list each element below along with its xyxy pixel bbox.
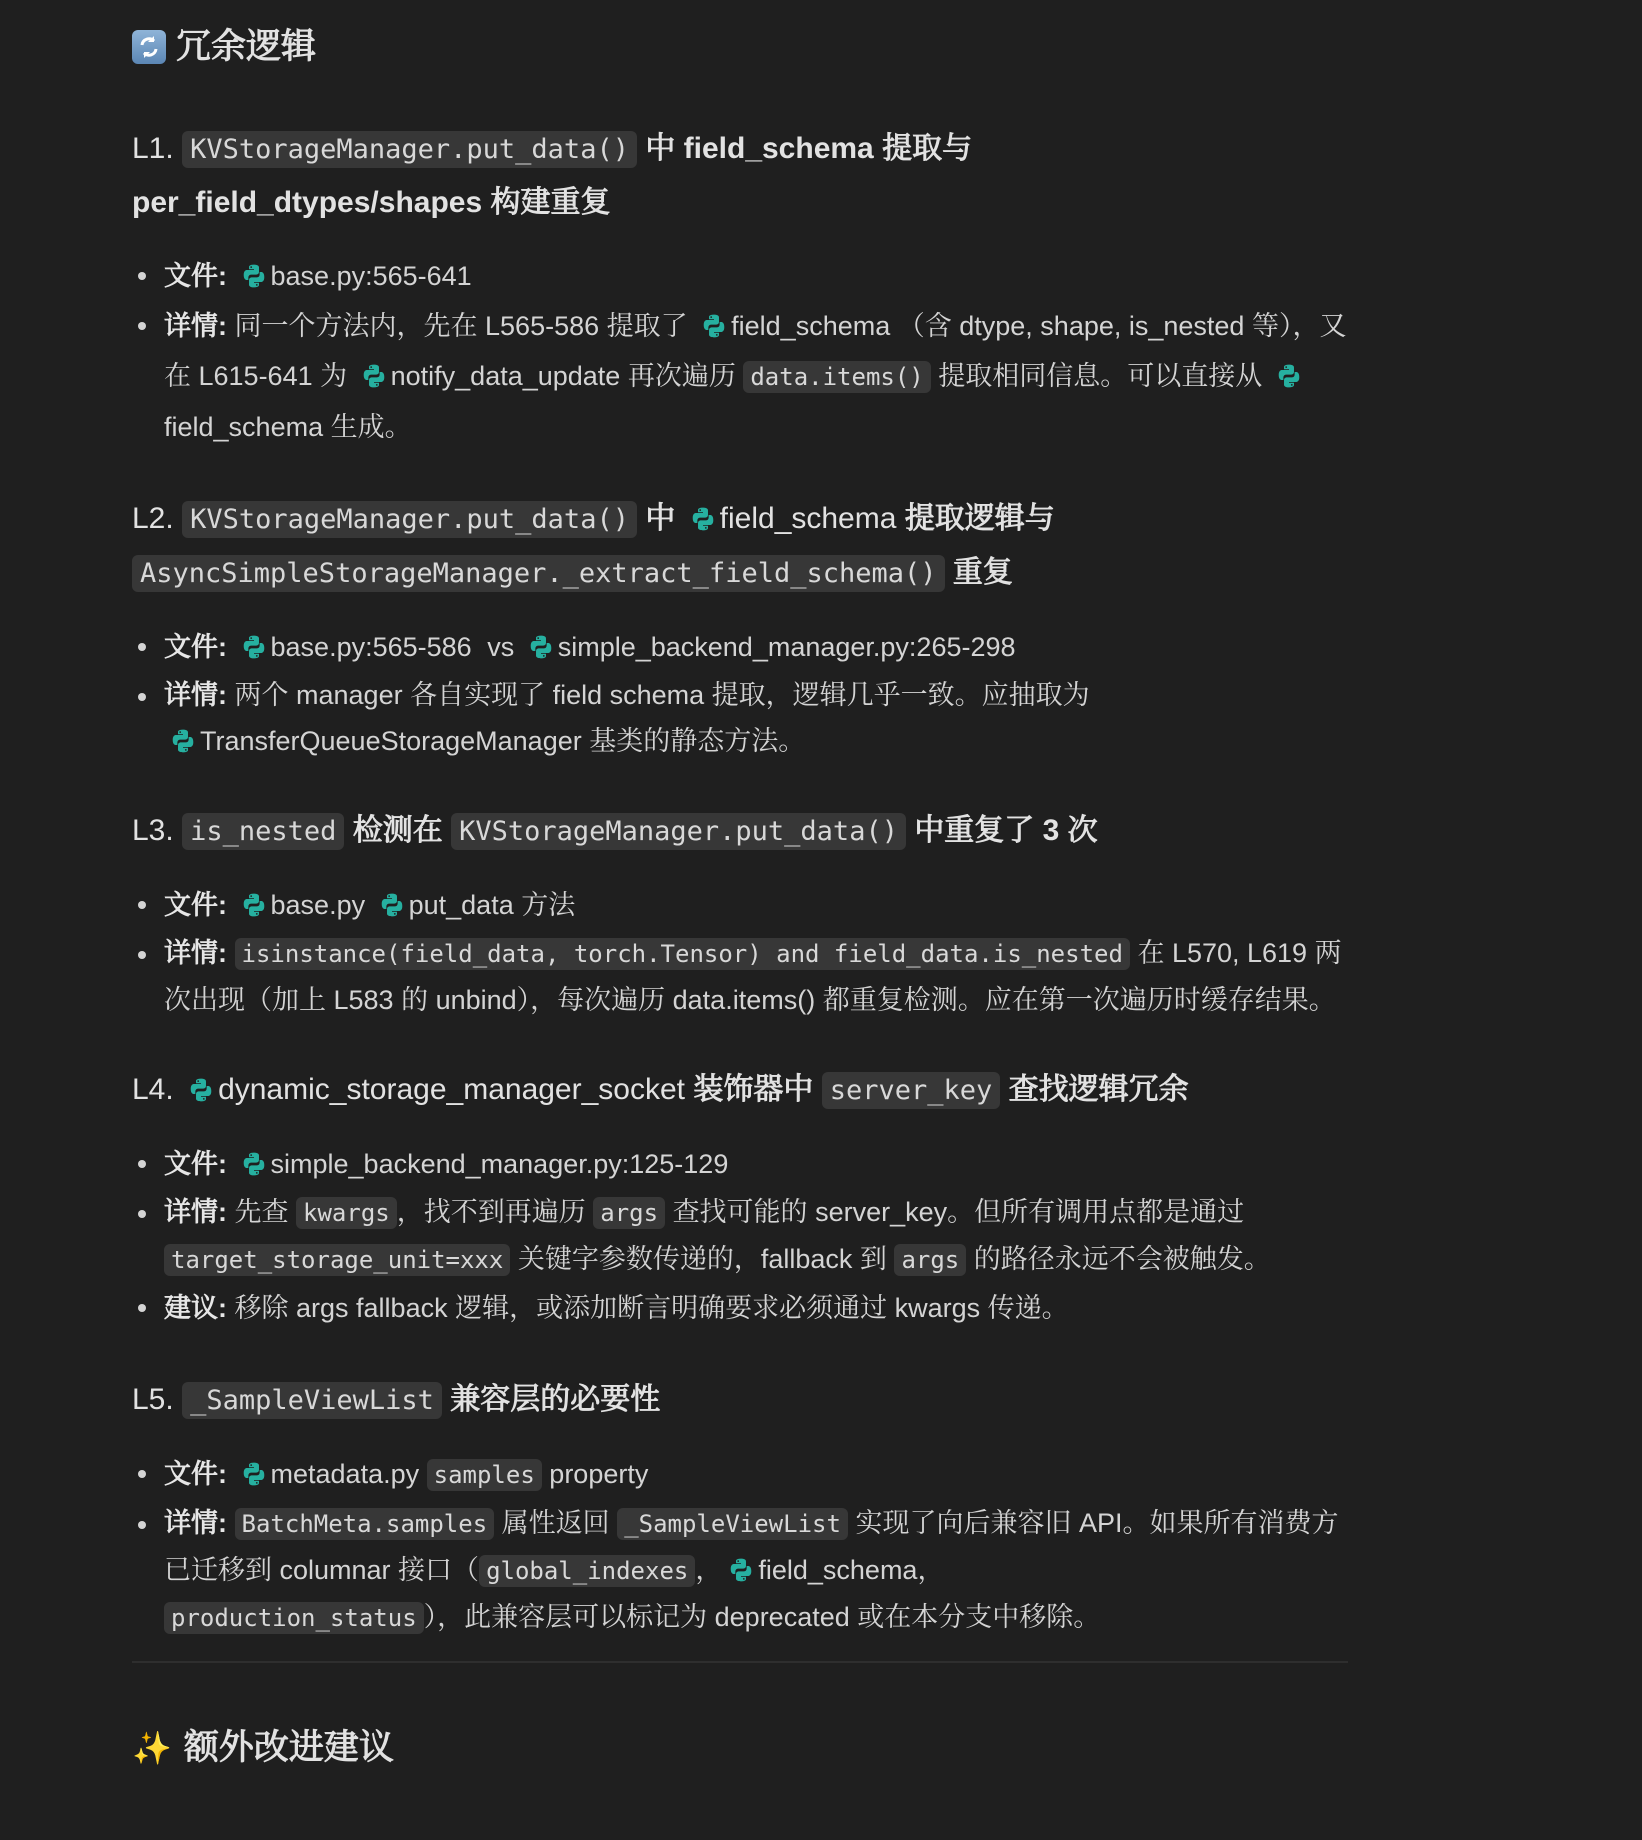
issue-l4-title: [132, 1063, 1348, 1117]
python-symbol-icon: [361, 363, 387, 389]
symbol-link[interactable]: field_schema: [719, 502, 897, 535]
detail-text: 基类的静态方法。: [589, 726, 806, 756]
inline-code: is_nested: [182, 813, 344, 850]
file-item: 文件: metadata.py samples property: [132, 1449, 1348, 1500]
python-file-icon: [241, 1151, 267, 1177]
file-item: 文件: base.py put_data 方法: [132, 880, 1348, 930]
inline-code: server_key: [822, 1072, 1001, 1109]
section-heading-text: 冗余逻辑: [176, 27, 317, 66]
symbol-link[interactable]: field_schema: [731, 311, 891, 341]
python-symbol-icon: [1276, 363, 1302, 389]
inline-code: KVStorageManager.put_data(): [182, 501, 637, 538]
detail-label: 详情: [164, 938, 218, 968]
file-label: 文件: [164, 261, 218, 291]
file-link[interactable]: metadata.py: [270, 1459, 420, 1489]
symbol-link[interactable]: field_schema: [758, 1555, 918, 1585]
issue-l1-list: [132, 251, 1348, 452]
title-text: 装饰器中: [693, 1073, 814, 1106]
inline-code: BatchMeta.samples: [235, 1508, 495, 1540]
python-symbol-icon: [188, 1077, 214, 1103]
python-symbol-icon: [379, 892, 405, 918]
detail-label: 详情: [164, 311, 218, 341]
title-text: 提取逻辑与: [904, 502, 1055, 535]
inline-code: KVStorageManager.put_data(): [451, 813, 906, 850]
suggestion-label: 建议: [164, 1293, 218, 1323]
inline-code: production_status: [164, 1602, 424, 1634]
python-symbol-icon: [170, 728, 196, 754]
issue-l3: [132, 804, 1348, 1023]
detail-item: 详情: BatchMeta.samples 属性返回 _SampleViewList 实现了向后兼容旧 API。如果所有消费方已迁移到 columnar 接口（ global_indexes ， field_schema， production_status ），此兼容层可以标记为 deprecated 或在本分支中移除。: [132, 1500, 1348, 1641]
issue-l3-title: [132, 804, 1348, 858]
detail-text: 再次遍历: [627, 361, 736, 391]
python-symbol-icon: [728, 1557, 754, 1583]
file-label: 文件: [164, 890, 218, 920]
detail-item: 详情: 两个 manager 各自实现了 field schema 提取，逻辑几乎一致。应抽取为 TransferQueueStorageManager 基类的静态方法。: [132, 672, 1348, 764]
file-link[interactable]: base.py:565-586: [270, 632, 472, 662]
python-file-icon: [241, 634, 267, 660]
issue-l5-title: [132, 1373, 1348, 1427]
detail-text: 属性返回: [501, 1508, 610, 1538]
symbol-link[interactable]: put_data: [408, 890, 514, 920]
detail-text: 在 L570, L619 两次出现（加上 L583 的 unbind），每次遍历 data.items() 都重复检测。应在第一次遍历时缓存结果。: [164, 938, 1342, 1015]
detail-item: 详情: 先查 kwargs ，找不到再遍历 args 查找可能的 server_key。但所有调用点都是通过 target_storage_unit=xxx 关键字参数传递的，fallback 到 args 的路径永远不会被触发。: [132, 1189, 1348, 1283]
detail-text: （含 dtype, shape, is_nested 等），又在 L615-641 为: [164, 311, 1347, 391]
vs-text: vs: [487, 632, 515, 662]
file-link[interactable]: simple_backend_manager.py:265-298: [557, 632, 1016, 662]
issue-l5: [132, 1373, 1348, 1641]
inline-code: AsyncSimpleStorageManager._extract_field_schema(): [132, 555, 945, 592]
detail-text: 同一个方法内，先在 L565-586 提取了: [234, 311, 688, 341]
suggestion-text: 移除 args fallback 逻辑，或添加断言明确要求必须通过 kwargs 传递。: [234, 1293, 1069, 1323]
file-label: 文件: [164, 1459, 218, 1489]
inline-code: KVStorageManager.put_data(): [182, 131, 637, 168]
title-text: per_field_dtypes/shapes 构建重复: [132, 186, 611, 219]
inline-code: data.items(): [743, 361, 930, 393]
detail-text: 先查: [234, 1197, 289, 1227]
section-heading-extra-suggestions: [132, 1663, 1348, 1771]
sparkles-icon: ✨: [132, 1730, 172, 1766]
counterclockwise-arrows-icon: [132, 30, 166, 64]
suggestion-item: 建议: 移除 args fallback 逻辑，或添加断言明确要求必须通过 kwargs 传递。: [132, 1283, 1348, 1333]
python-file-icon: [241, 892, 267, 918]
file-item: 文件: base.py:565-586 vs simple_backend_manager.py:265-298: [132, 622, 1348, 672]
issue-l2: [132, 492, 1348, 764]
file-suffix: property: [549, 1459, 649, 1489]
issue-number: L4.: [132, 1073, 174, 1106]
inline-code: isinstance(field_data, torch.Tensor) and field_data.is_nested: [235, 938, 1130, 970]
file-link[interactable]: simple_backend_manager.py:125-129: [270, 1149, 729, 1179]
issue-l2-title: [132, 492, 1348, 600]
title-text: 中 field_schema 提取与: [645, 132, 973, 165]
inline-code: target_storage_unit=xxx: [164, 1244, 510, 1276]
file-label: 文件: [164, 632, 218, 662]
detail-label: 详情: [164, 1508, 218, 1538]
python-file-icon: [241, 263, 267, 289]
file-suffix: 方法: [521, 890, 576, 920]
issue-number: L3.: [132, 814, 174, 847]
python-symbol-icon: [690, 506, 716, 532]
issue-l3-list: [132, 880, 1348, 1023]
inline-code: _SampleViewList: [182, 1382, 442, 1419]
inline-code: samples: [427, 1459, 542, 1491]
detail-text: 提取相同信息。可以直接从: [938, 361, 1263, 391]
file-link[interactable]: base.py: [270, 890, 366, 920]
detail-text: ，找不到再遍历: [396, 1197, 586, 1227]
title-text: 中: [645, 502, 676, 535]
detail-item: 详情: 同一个方法内，先在 L565-586 提取了 field_schema （含 dtype, shape, is_nested 等），又在 L615-641 为 notify_data_update 再次遍历 data.items() 提取相同信息。可以直接从 field_schema 生成。: [132, 301, 1348, 452]
detail-text: 实现了向后兼容旧 API。如果所有消费方已迁移到 columnar 接口（: [164, 1508, 1339, 1585]
symbol-link[interactable]: TransferQueueStorageManager: [200, 726, 582, 756]
detail-text: ，: [917, 1555, 945, 1585]
issue-l2-list: [132, 622, 1348, 764]
detail-text: 查找可能的 server_key。但所有调用点都是通过: [672, 1197, 1245, 1227]
detail-label: 详情: [164, 1197, 218, 1227]
title-text: 兼容层的必要性: [450, 1383, 661, 1416]
inline-code: kwargs: [296, 1197, 397, 1229]
issue-l1-title: [132, 122, 1348, 229]
detail-text: 生成。: [330, 412, 412, 442]
detail-text: ），此兼容层可以标记为 deprecated 或在本分支中移除。: [423, 1602, 1101, 1632]
python-file-icon: [528, 634, 554, 660]
inline-code: _SampleViewList: [617, 1508, 848, 1540]
issue-l4: [132, 1063, 1348, 1333]
inline-code: global_indexes: [479, 1555, 695, 1587]
title-text: 中重复了 3 次: [914, 814, 1098, 847]
file-link[interactable]: base.py:565-641: [270, 261, 472, 291]
inline-code: args: [894, 1244, 966, 1276]
symbol-link[interactable]: notify_data_update: [390, 361, 621, 391]
inline-code: args: [593, 1197, 665, 1229]
title-text: 检测在: [352, 814, 443, 847]
issue-l4-list: [132, 1139, 1348, 1333]
detail-text: 的路径永远不会被触发。: [973, 1244, 1271, 1274]
file-item: 文件: base.py:565-641: [132, 251, 1348, 301]
section-heading-redundant-logic: [132, 0, 1348, 70]
detail-text: ，: [695, 1555, 723, 1585]
detail-label: 详情: [164, 680, 218, 710]
detail-text: 关键字参数传递的，fallback 到: [517, 1244, 887, 1274]
python-symbol-icon: [701, 313, 727, 339]
python-file-icon: [241, 1461, 267, 1487]
issue-number: L5.: [132, 1383, 174, 1416]
symbol-link[interactable]: field_schema: [164, 412, 324, 442]
detail-item: 详情: isinstance(field_data, torch.Tensor) and field_data.is_nested 在 L570, L619 两次出现（加上 L583 的 unbind），每次遍历 data.items() 都重复检测。应在第一次遍历时缓存结果。: [132, 930, 1348, 1023]
symbol-link[interactable]: dynamic_storage_manager_socket: [218, 1073, 685, 1106]
file-label: 文件: [164, 1149, 218, 1179]
issue-l5-list: [132, 1449, 1348, 1641]
detail-text: 两个 manager 各自实现了 field schema 提取，逻辑几乎一致。应抽取为: [234, 680, 1090, 710]
issue-number: L1.: [132, 132, 174, 165]
title-text: 重复: [952, 556, 1013, 589]
issue-number: L2.: [132, 502, 174, 535]
file-item: 文件: simple_backend_manager.py:125-129: [132, 1139, 1348, 1189]
section-heading-text: 额外改进建议: [183, 1728, 394, 1767]
title-text: 查找逻辑冗余: [1008, 1073, 1189, 1106]
issue-l1: [132, 122, 1348, 452]
